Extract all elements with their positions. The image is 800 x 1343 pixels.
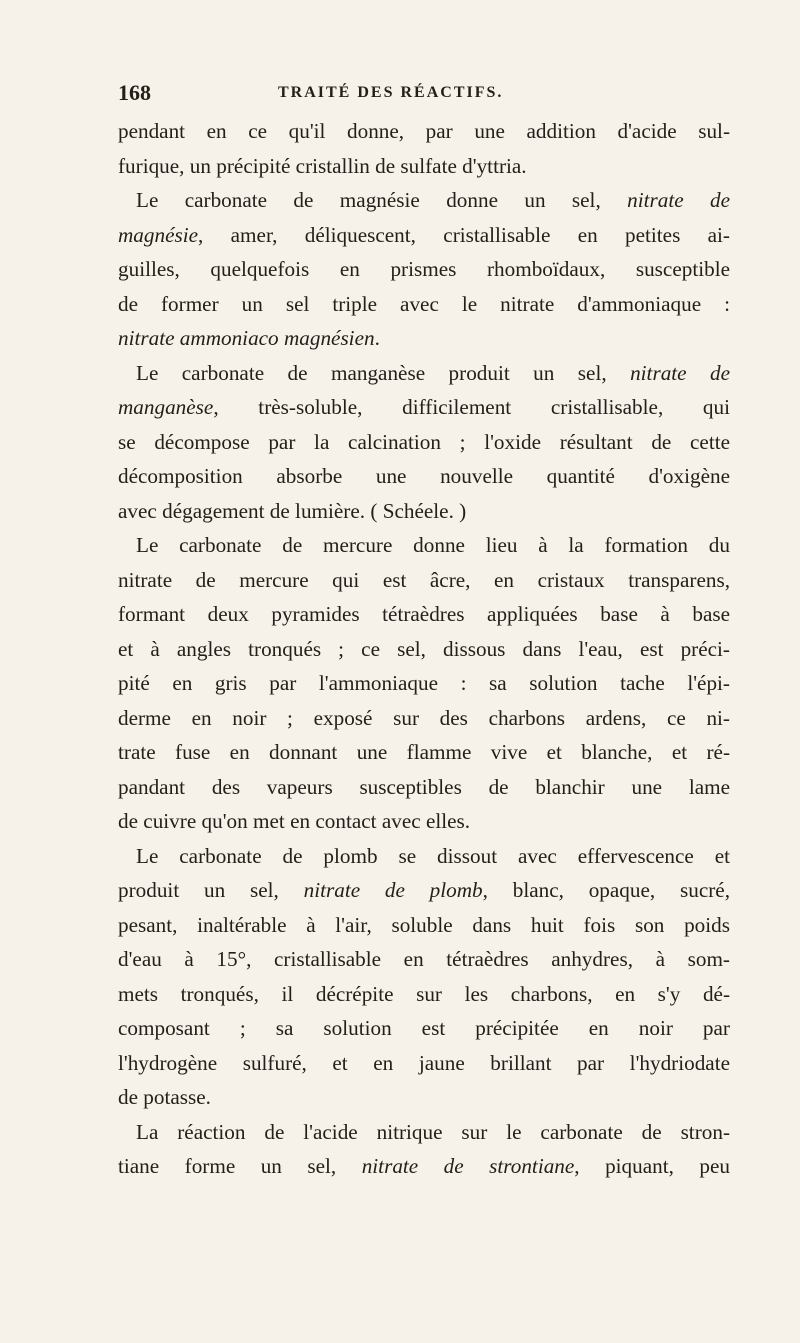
italic-term: magnésie — [118, 222, 199, 247]
text-run: Le carbonate de plomb se dissout avec effervescence et — [136, 843, 730, 868]
text-run: , très-soluble, difficilement cristallisable, qui — [213, 395, 730, 419]
text-run: guilles, quelquefois en prismes rhomboïdaux, susceptible — [118, 257, 730, 281]
text-run: trate fuse en donnant une flamme vive et blanche, et ré- — [118, 740, 730, 764]
text-run: nitrate de mercure qui est âcre, en cristaux transparens, — [118, 567, 730, 592]
text-run: mets tronqués, il décrépite sur les charbons, en s'y dé- — [118, 981, 730, 1006]
text-line — [118, 149, 730, 184]
text-run: de cuivre qu'on met en contact avec elles. — [118, 809, 471, 833]
text-run: furique, un précipité cristallin de sulfate d'yttria. — [118, 153, 527, 178]
text-line — [118, 977, 730, 1012]
italic-term: nitrate de strontiane — [361, 1154, 575, 1178]
text-line — [118, 770, 730, 805]
text-run: , piquant, peu — [574, 1154, 730, 1178]
italic-term: nitrate de — [630, 360, 731, 385]
text-line — [118, 908, 730, 943]
text-line — [118, 252, 730, 287]
text-line — [118, 804, 730, 839]
text-run: pandant des vapeurs susceptibles de blanchir une lame — [118, 774, 730, 799]
text-line — [118, 1046, 730, 1081]
text-line — [118, 390, 730, 425]
text-run: , blanc, opaque, sucré, — [482, 878, 730, 902]
text-line — [118, 1149, 730, 1184]
italic-term: nitrate de — [627, 188, 730, 212]
text-line — [118, 1115, 730, 1150]
text-run: . — [374, 326, 380, 350]
text-run: pesant, inaltérable à l'air, soluble dans huit fois son poids — [118, 912, 730, 937]
text-line — [118, 321, 730, 356]
text-run: d'eau à 15°, cristallisable en tétraèdres anhydres, à som- — [118, 947, 730, 971]
text-line — [118, 218, 730, 253]
italic-term: nitrate de plomb — [303, 878, 483, 902]
text-run: de potasse. — [118, 1085, 211, 1109]
text-line — [118, 425, 730, 460]
italic-term: manganèse — [118, 395, 214, 419]
text-line — [118, 701, 730, 736]
text-run: avec dégagement de lumière. ( Schéele. ) — [118, 498, 467, 523]
text-run: l'hydrogène sulfuré, et en jaune brillant par l'hydriodate — [118, 1050, 730, 1075]
italic-term: nitrate ammoniaco magnésien — [118, 326, 375, 350]
text-run: pité en gris par l'ammoniaque : sa solution tache l'épi- — [118, 671, 730, 695]
text-line — [118, 873, 730, 908]
text-line — [118, 942, 730, 977]
text-run: La réaction de l'acide nitrique sur le carbonate de stron- — [136, 1119, 730, 1144]
text-run: , amer, déliquescent, cristallisable en petites ai- — [198, 222, 730, 247]
text-line — [118, 597, 730, 632]
text-line — [118, 632, 730, 667]
running-title: TRAITÉ DES RÉACTIFS. — [278, 84, 504, 101]
text-run: et à angles tronqués ; ce sel, dissous dans l'eau, est préci- — [118, 636, 730, 661]
text-line — [118, 114, 730, 149]
text-line — [118, 839, 730, 874]
body-text — [118, 114, 730, 1184]
text-line — [118, 563, 730, 598]
page-number: 168 — [118, 80, 151, 105]
text-line — [118, 528, 730, 563]
text-run: tiane forme un sel, — [118, 1154, 362, 1178]
text-run: décomposition absorbe une nouvelle quantité d'oxigène — [118, 464, 730, 488]
text-line — [118, 1080, 730, 1115]
page-header — [118, 80, 718, 114]
text-line — [118, 287, 730, 322]
text-line — [118, 459, 730, 494]
text-run: produit un sel, — [118, 878, 304, 902]
text-line — [118, 666, 730, 701]
text-run: de former un sel triple avec le nitrate d'ammoniaque : — [118, 291, 730, 316]
text-run: pendant en ce qu'il donne, par une addition d'acide sul- — [118, 119, 730, 143]
text-run: Le carbonate de mercure donne lieu à la formation du — [136, 533, 730, 557]
text-run: formant deux pyramides tétraèdres appliquées base à base — [118, 602, 730, 626]
text-line — [118, 735, 730, 770]
text-run: derme en noir ; exposé sur des charbons ardens, ce ni- — [118, 705, 730, 730]
text-run: Le carbonate de magnésie donne un sel, — [136, 188, 628, 212]
text-run: composant ; sa solution est précipitée en noir par — [118, 1016, 730, 1040]
text-line — [118, 1011, 730, 1046]
text-run: se décompose par la calcination ; l'oxide résultant de cette — [118, 429, 730, 454]
text-line — [118, 356, 730, 391]
text-run: Le carbonate de manganèse produit un sel, — [136, 360, 631, 385]
text-line — [118, 183, 730, 218]
text-line — [118, 494, 730, 529]
